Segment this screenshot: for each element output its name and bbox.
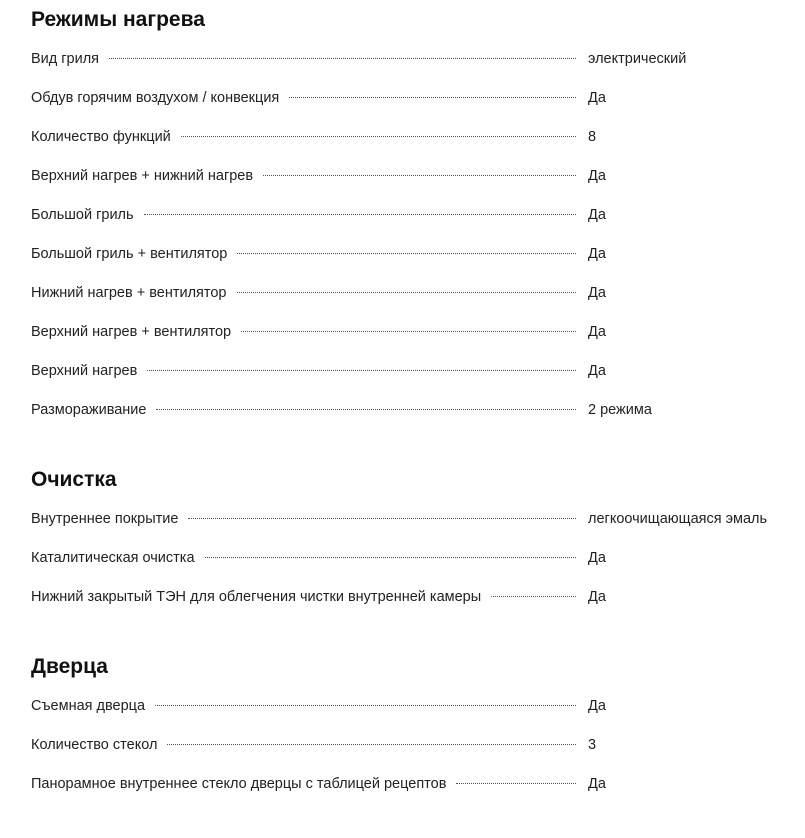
spec-label: Количество функций	[31, 129, 171, 145]
spec-value: 8	[588, 129, 597, 145]
spec-row	[31, 167, 791, 206]
section-title: Режимы нагрева	[31, 8, 205, 31]
spec-row	[31, 323, 791, 362]
dotted-leader	[289, 96, 576, 98]
spec-row	[31, 245, 791, 284]
dotted-leader	[155, 704, 576, 706]
spec-value: Да	[588, 698, 606, 714]
spec-value: Да	[588, 90, 606, 106]
spec-row	[31, 362, 791, 401]
spec-value: электрический	[588, 51, 687, 67]
dotted-leader	[156, 408, 576, 410]
spec-row	[31, 206, 791, 245]
dotted-leader	[109, 57, 576, 59]
spec-value: Да	[588, 246, 606, 262]
spec-row	[31, 50, 791, 89]
spec-label: Количество стекол	[31, 737, 158, 753]
spec-value: Да	[588, 363, 606, 379]
spec-list	[31, 50, 791, 440]
spec-label: Верхний нагрев + вентилятор	[31, 324, 232, 340]
spec-value: 3	[588, 737, 597, 753]
section-title: Очистка	[31, 468, 117, 491]
spec-label: Внутреннее покрытие	[31, 511, 179, 527]
spec-label: Нижний закрытый ТЭН для облегчения чистки внутренней камеры	[31, 589, 482, 605]
spec-label: Большой гриль + вентилятор	[31, 246, 228, 262]
spec-value: 2 режима	[588, 402, 652, 418]
spec-row	[31, 401, 791, 440]
section-door	[31, 655, 791, 792]
spec-row	[31, 284, 791, 323]
dotted-leader	[205, 556, 576, 558]
spec-value: легкоочищающаяся эмаль	[588, 511, 768, 527]
spec-value: Да	[588, 207, 606, 223]
spec-list	[31, 510, 791, 627]
dotted-leader	[147, 369, 576, 371]
spec-value: Да	[588, 324, 606, 340]
dotted-leader	[241, 330, 576, 332]
spec-row	[31, 89, 791, 128]
dotted-leader	[188, 517, 576, 519]
spec-row	[31, 775, 791, 814]
spec-value: Да	[588, 776, 606, 792]
dotted-leader	[237, 291, 577, 293]
spec-row	[31, 128, 791, 167]
section-title: Дверца	[31, 655, 108, 678]
spec-value: Да	[588, 285, 606, 301]
dotted-leader	[456, 782, 576, 784]
spec-label: Верхний нагрев + нижний нагрев	[31, 168, 254, 184]
section-cleaning	[31, 468, 791, 605]
spec-value: Да	[588, 168, 606, 184]
dotted-leader	[181, 135, 576, 137]
spec-row	[31, 549, 791, 588]
spec-label: Панорамное внутреннее стекло дверцы с таблицей рецептов	[31, 776, 447, 792]
spec-label: Верхний нагрев	[31, 363, 138, 379]
spec-label: Размораживание	[31, 402, 147, 418]
spec-value: Да	[588, 589, 606, 605]
spec-label: Большой гриль	[31, 207, 134, 223]
spec-label: Нижний нагрев + вентилятор	[31, 285, 227, 301]
dotted-leader	[167, 743, 576, 745]
spec-row	[31, 736, 791, 775]
section-heating-modes	[31, 8, 791, 418]
spec-label: Вид гриля	[31, 51, 100, 67]
dotted-leader	[263, 174, 576, 176]
spec-row	[31, 697, 791, 736]
dotted-leader	[491, 595, 576, 597]
spec-list	[31, 697, 791, 814]
spec-row	[31, 510, 791, 549]
spec-label: Каталитическая очистка	[31, 550, 195, 566]
spec-label: Обдув горячим воздухом / конвекция	[31, 90, 280, 106]
spec-value: Да	[588, 550, 606, 566]
spec-label: Съемная дверца	[31, 698, 146, 714]
dotted-leader	[144, 213, 576, 215]
spec-row	[31, 588, 791, 627]
dotted-leader	[237, 252, 576, 254]
